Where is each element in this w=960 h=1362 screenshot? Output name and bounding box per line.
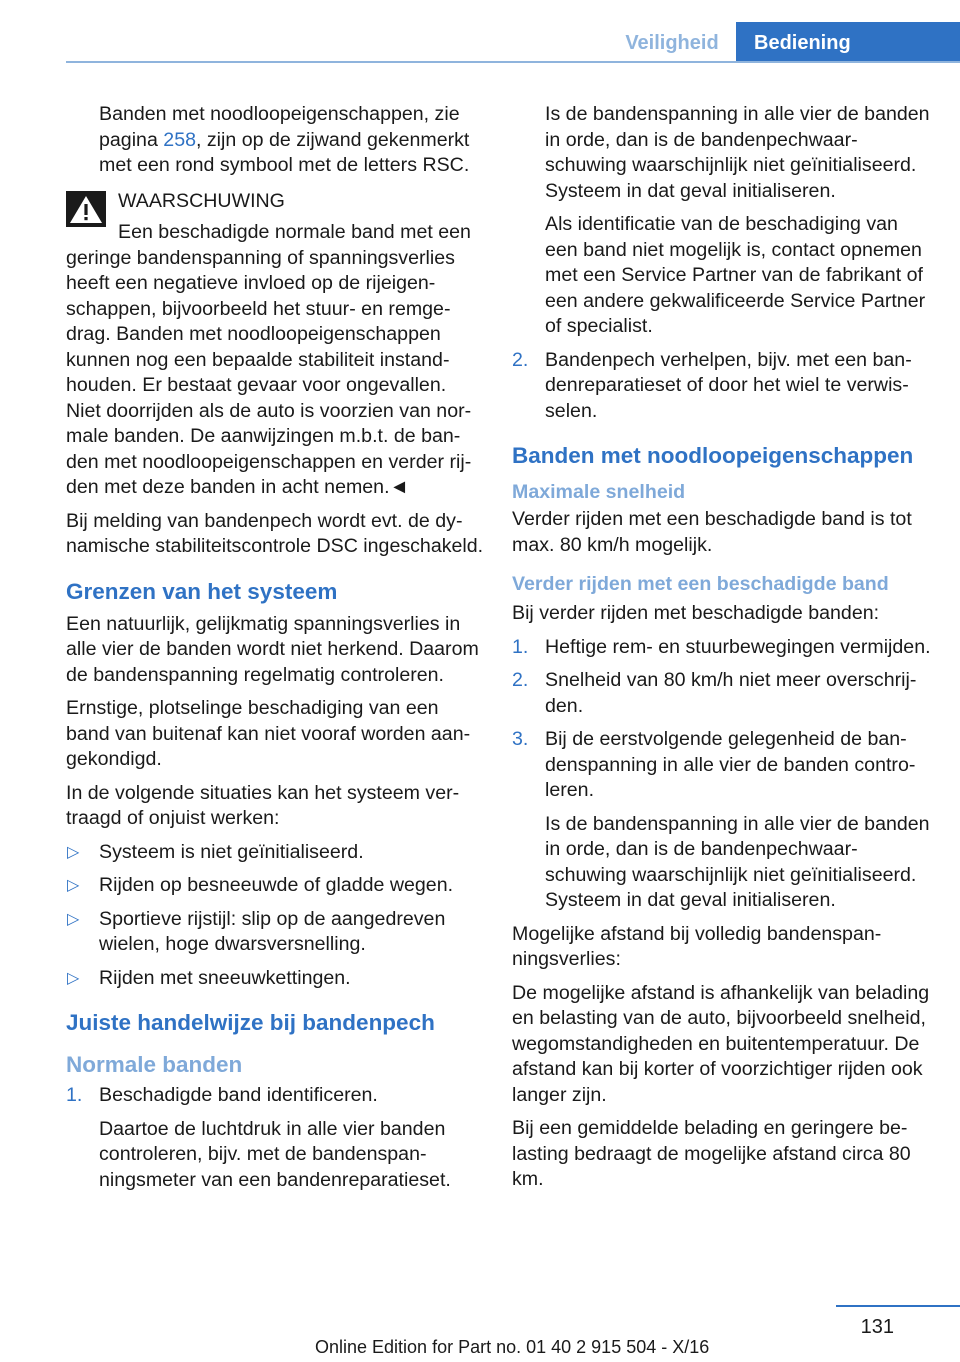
list-item: [66, 873, 484, 899]
heading-runflat-tires: Banden met noodloopeigenschappen: [512, 443, 914, 468]
header-divider: [66, 61, 960, 63]
step-text: Bij de eerstvolgende gelegenheid de bandenspanning in alle vier de banden controleren.: [545, 728, 916, 801]
limits-paragraph-1: Een natuurlijk, gelijkmatig spanningsverlies in alle vier de banden wordt niet herkend. Daarom de bandenspanning regelmatig controleren.: [66, 612, 479, 686]
warning-triangle-icon: [66, 191, 106, 227]
distance-paragraph-1: Mogelijke afstand bij volledig bandenspanningsverlies:: [512, 922, 882, 970]
heading-max-speed: Maximale snelheid: [512, 481, 686, 503]
step-number: 1.: [66, 1084, 83, 1106]
warning-body: Een beschadigde normale band met een geringe bandenspanning of spanningsverlies heeft een negatieve invloed op de rijeigenschappen, bijvoorbeeld het stuur- en remgedrag. Banden met noodloopeigenschappen kunnen nog een bepaalde stabiliteit instandhouden. Er bestaat gevaar voor ongevallen. Niet doorrijden als de auto is voorzien van normale banden. De aanwijzingen m.b.t. de banden met noodloopeigenschappen en verder rijden met deze banden in acht nemen.◄: [66, 221, 472, 498]
step-subtext: Is de bandenspanning in alle vier de banden in orde, dan is de bandenpechwaarschuwing waarschijnlijk niet geïnitialiseerd. Systeem in dat geval initialiseren.: [545, 812, 930, 911]
rsc-intro-paragraph: [66, 102, 484, 179]
tab-veiligheid[interactable]: Veiligheid: [625, 32, 719, 54]
limits-paragraph-2: Ernstige, plotselinge beschadiging van een band van buitenaf kan niet vooraf worden aangekondigd.: [66, 697, 471, 770]
rsc-intro-text: Banden met noodloopeigenschappen, zie pagina: [99, 103, 460, 151]
step-text: Heftige rem- en stuurbewegingen vermijden.: [545, 635, 931, 658]
tab-bediening[interactable]: Bediening: [736, 22, 960, 62]
continue-intro: Bij verder rijden met beschadigde banden:: [512, 602, 880, 624]
bullet-triangle-icon: ▷: [67, 877, 80, 894]
list-item-text: Rijden met sneeuwkettingen.: [99, 966, 351, 989]
bullet-triangle-icon: ▷: [67, 969, 80, 987]
list-item: [512, 635, 932, 661]
list-item: [66, 966, 484, 992]
heading-system-limits: Grenzen van het systeem: [66, 578, 338, 604]
step-number: 2.: [512, 348, 529, 371]
list-item: [512, 668, 932, 719]
edition-footer: Online Edition for Part no. 01 40 2 915 504 - X/16: [315, 1337, 710, 1357]
max-speed-paragraph: Verder rijden met een beschadigde band is tot max. 80 km/h mogelijk.: [512, 508, 912, 556]
list-item: [66, 840, 484, 866]
warning-block: [66, 189, 484, 501]
list-item: [66, 1083, 484, 1193]
distance-paragraph-2: De mogelijke afstand is afhankelijk van belading en belasting van de auto, bijvoorbeeld snelheid, wegomstandigheden en buitentemperatuur. De afstand kan bij korter of voorzichtiger rijden ook langer zijn.: [512, 981, 930, 1106]
step-number: 1.: [512, 635, 529, 658]
bullet-triangle-icon: ▷: [67, 910, 80, 928]
heading-normal-tires: Normale banden: [66, 1052, 243, 1077]
bullet-triangle-icon: ▷: [67, 843, 80, 861]
step-text: Beschadigde band identificeren.: [99, 1084, 378, 1106]
list-item-text: Rijden op besneeuwde of gladde wegen.: [99, 874, 454, 896]
normal-tires-steps: [66, 1083, 484, 1193]
step-subtext: Daartoe de luchtdruk in alle vier banden controleren, bijv. met de bandenspanningsmeter van een bandenreparatieset.: [99, 1117, 451, 1191]
list-item-text: Sportieve rijstijl: slip op de aangedreven wielen, hoge dwarsversnelling.: [99, 907, 446, 955]
heading-tire-damage-action: Juiste handelwijze bij bandenpech: [66, 1010, 435, 1035]
list-item: [512, 348, 932, 425]
rsc-intro-text-end: , zijn op de zijwand gekenmerkt met een rond symbool met de letters RSC.: [99, 128, 470, 176]
footer-divider: [836, 1305, 960, 1307]
list-item: [512, 727, 932, 914]
distance-paragraph-3: Bij een gemiddelde belading en geringere belasting bedraagt de mogelijke afstand circa 80 km.: [512, 1117, 911, 1190]
list-item-text: Systeem is niet geïnitialiseerd.: [99, 840, 364, 863]
normal-tires-steps-cont: [512, 348, 932, 425]
list-item: [66, 907, 484, 958]
step1-continuation-1: Is de bandenspanning in alle vier de banden in orde, dan is de bandenpechwaarschuwing waarschijnlijk niet geïnitialiseerd. Systeem in dat geval initialiseren.: [545, 103, 930, 202]
page-number: 131: [860, 1316, 894, 1338]
continue-driving-steps: [512, 635, 932, 914]
step-text: Bandenpech verhelpen, bijv. met een bandenreparatieset of door het wiel te verwisselen.: [545, 348, 912, 422]
heading-continue-driving: Verder rijden met een beschadigde band: [512, 573, 889, 595]
warning-title: WAARSCHUWING: [118, 189, 285, 212]
limits-paragraph-3: In de volgende situaties kan het systeem vertraagd of onjuist werken:: [66, 781, 460, 829]
right-column: [512, 102, 932, 1201]
limits-bullet-list: [66, 840, 484, 992]
step-number: 3.: [512, 728, 529, 750]
page-link-258[interactable]: 258: [163, 128, 196, 151]
step-text: Snelheid van 80 km/h niet meer overschrijden.: [545, 669, 917, 717]
dsc-paragraph: Bij melding van bandenpech wordt evt. de dynamische stabiliteitscontrole DSC ingeschakeld.: [66, 509, 484, 557]
left-column: [66, 102, 484, 1201]
step-number: 2.: [512, 669, 529, 691]
step1-continuation-2: Als identificatie van de beschadiging van een band niet mogelijk is, contact opnemen met een Service Partner van de fabrikant of een andere gekwalificeerde Service Partner of specialist.: [545, 213, 926, 337]
